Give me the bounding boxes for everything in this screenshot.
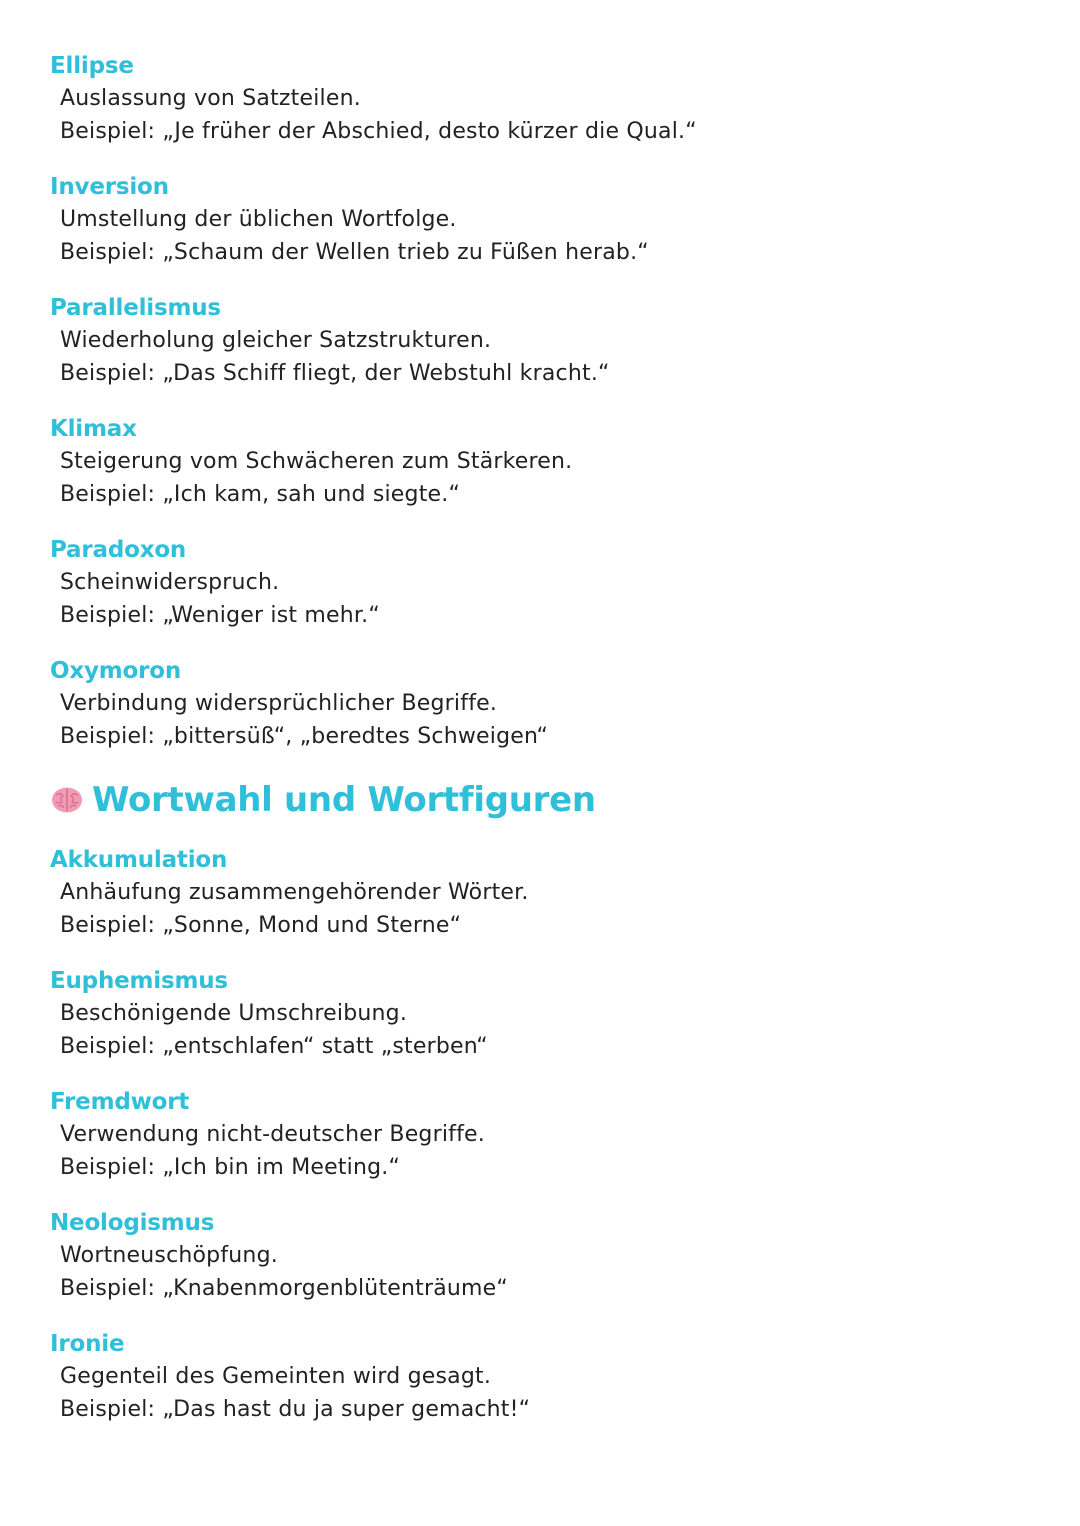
term-heading: Fremdwort (50, 1089, 190, 1115)
definition-text: Beschönigende Umschreibung. (60, 1001, 408, 1026)
section-heading (50, 778, 596, 822)
example-text: Beispiel: „Weniger ist mehr.“ (60, 603, 380, 628)
example-text: Beispiel: „Sonne, Mond und Sterne“ (60, 913, 462, 938)
entry-parallelismus (50, 292, 1030, 390)
example-text: Beispiel: „Das Schiff fliegt, der Webstuhl kracht.“ (60, 361, 610, 386)
definition-text: Steigerung vom Schwächeren zum Stärkeren. (60, 449, 573, 474)
example-text: Beispiel: „Ich kam, sah und siegte.“ (60, 482, 461, 507)
term-heading: Inversion (50, 174, 169, 200)
section-title: Wortwahl und Wortfiguren (92, 780, 596, 820)
term-heading: Ellipse (50, 53, 134, 79)
definition-text: Verbindung widersprüchlicher Begriffe. (60, 691, 498, 716)
entry-paradoxon (50, 534, 1030, 632)
example-text: Beispiel: „Je früher der Abschied, desto kürzer die Qual.“ (60, 119, 697, 144)
definition-text: Gegenteil des Gemeinten wird gesagt. (60, 1364, 492, 1389)
term-heading: Oxymoron (50, 658, 182, 684)
example-text: Beispiel: „bittersüß“, „beredtes Schweigen“ (60, 724, 549, 749)
definition-text: Verwendung nicht-deutscher Begriffe. (60, 1122, 485, 1147)
definition-text: Scheinwiderspruch. (60, 570, 280, 595)
entry-neologismus (50, 1207, 1030, 1305)
entry-oxymoron (50, 655, 1030, 753)
definition-text: Wortneuschöpfung. (60, 1243, 278, 1268)
example-text: Beispiel: „Ich bin im Meeting.“ (60, 1155, 401, 1180)
example-text: Beispiel: „entschlafen“ statt „sterben“ (60, 1034, 488, 1059)
term-heading: Euphemismus (50, 968, 228, 994)
definition-text: Umstellung der üblichen Wortfolge. (60, 207, 457, 232)
entry-fremdwort (50, 1086, 1030, 1184)
entry-euphemismus (50, 965, 1030, 1063)
entry-inversion (50, 171, 1030, 269)
example-text: Beispiel: „Knabenmorgenblütenträume“ (60, 1276, 509, 1301)
term-heading: Neologismus (50, 1210, 215, 1236)
definition-text: Auslassung von Satzteilen. (60, 86, 361, 111)
brain-icon (50, 785, 84, 815)
term-heading: Akkumulation (50, 847, 228, 873)
term-heading: Parallelismus (50, 295, 221, 321)
term-heading: Klimax (50, 416, 137, 442)
term-heading: Ironie (50, 1331, 125, 1357)
entry-akkumulation (50, 844, 1030, 942)
entry-klimax (50, 413, 1030, 511)
definition-text: Wiederholung gleicher Satzstrukturen. (60, 328, 492, 353)
definition-text: Anhäufung zusammengehörender Wörter. (60, 880, 529, 905)
term-heading: Paradoxon (50, 537, 187, 563)
entry-ironie (50, 1328, 1030, 1426)
entry-ellipse (50, 50, 1030, 148)
example-text: Beispiel: „Schaum der Wellen trieb zu Füßen herab.“ (60, 240, 649, 265)
example-text: Beispiel: „Das hast du ja super gemacht!“ (60, 1397, 531, 1422)
